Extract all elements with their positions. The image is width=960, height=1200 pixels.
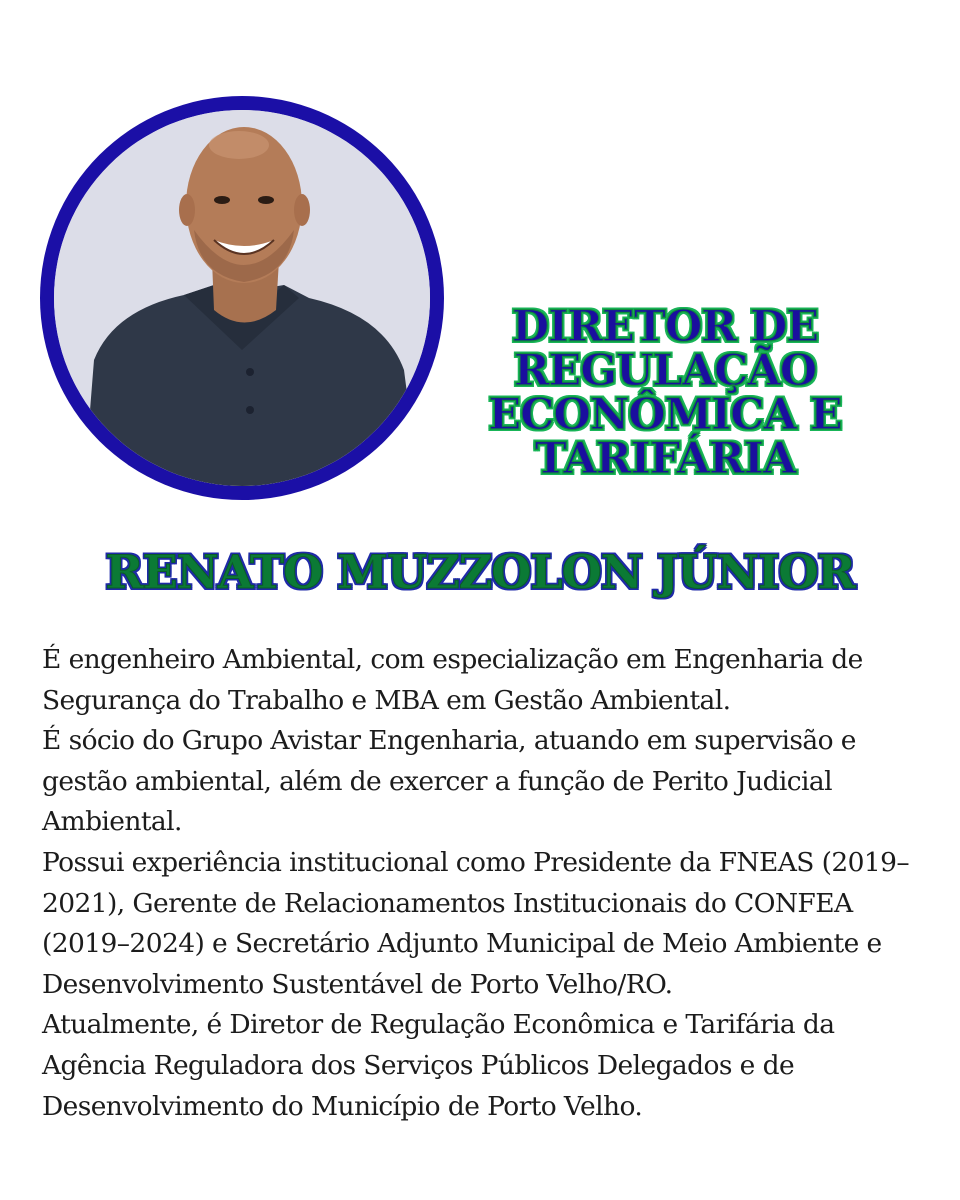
person-name: RENATO MUZZOLON JÚNIOR [105, 545, 855, 599]
portrait-illustration [54, 110, 430, 486]
portrait-frame [40, 96, 444, 500]
bio-paragraph: Atualmente, é Diretor de Regulação Econômica e Tarifária da Agência Reguladora dos Serviços Públicos Delegados e de Desenvolvimento do Município de Porto Velho. [42, 1009, 835, 1122]
portrait-photo [54, 110, 430, 486]
bio-paragraph: É sócio do Grupo Avistar Engenharia, atuando em supervisão e gestão ambiental, além de exercer a função de Perito Judicial Ambiental. [42, 725, 856, 838]
bio-paragraph: É engenheiro Ambiental, com especialização em Engenharia de Segurança do Trabalho e MBA em Gestão Ambiental. [42, 644, 863, 716]
role-title: DIRETOR DE REGULAÇÃO ECONÔMICA E TARIFÁRIA [488, 302, 842, 484]
bio-text [42, 640, 942, 1127]
bio-paragraph: Possui experiência institucional como Presidente da FNEAS (2019–2021), Gerente de Relacionamentos Institucionais do CONFEA (2019–2024) e Secretário Adjunto Municipal de Meio Ambiente e Desenvolvimento Sustentável de Porto Velho/RO. [42, 846, 910, 1000]
